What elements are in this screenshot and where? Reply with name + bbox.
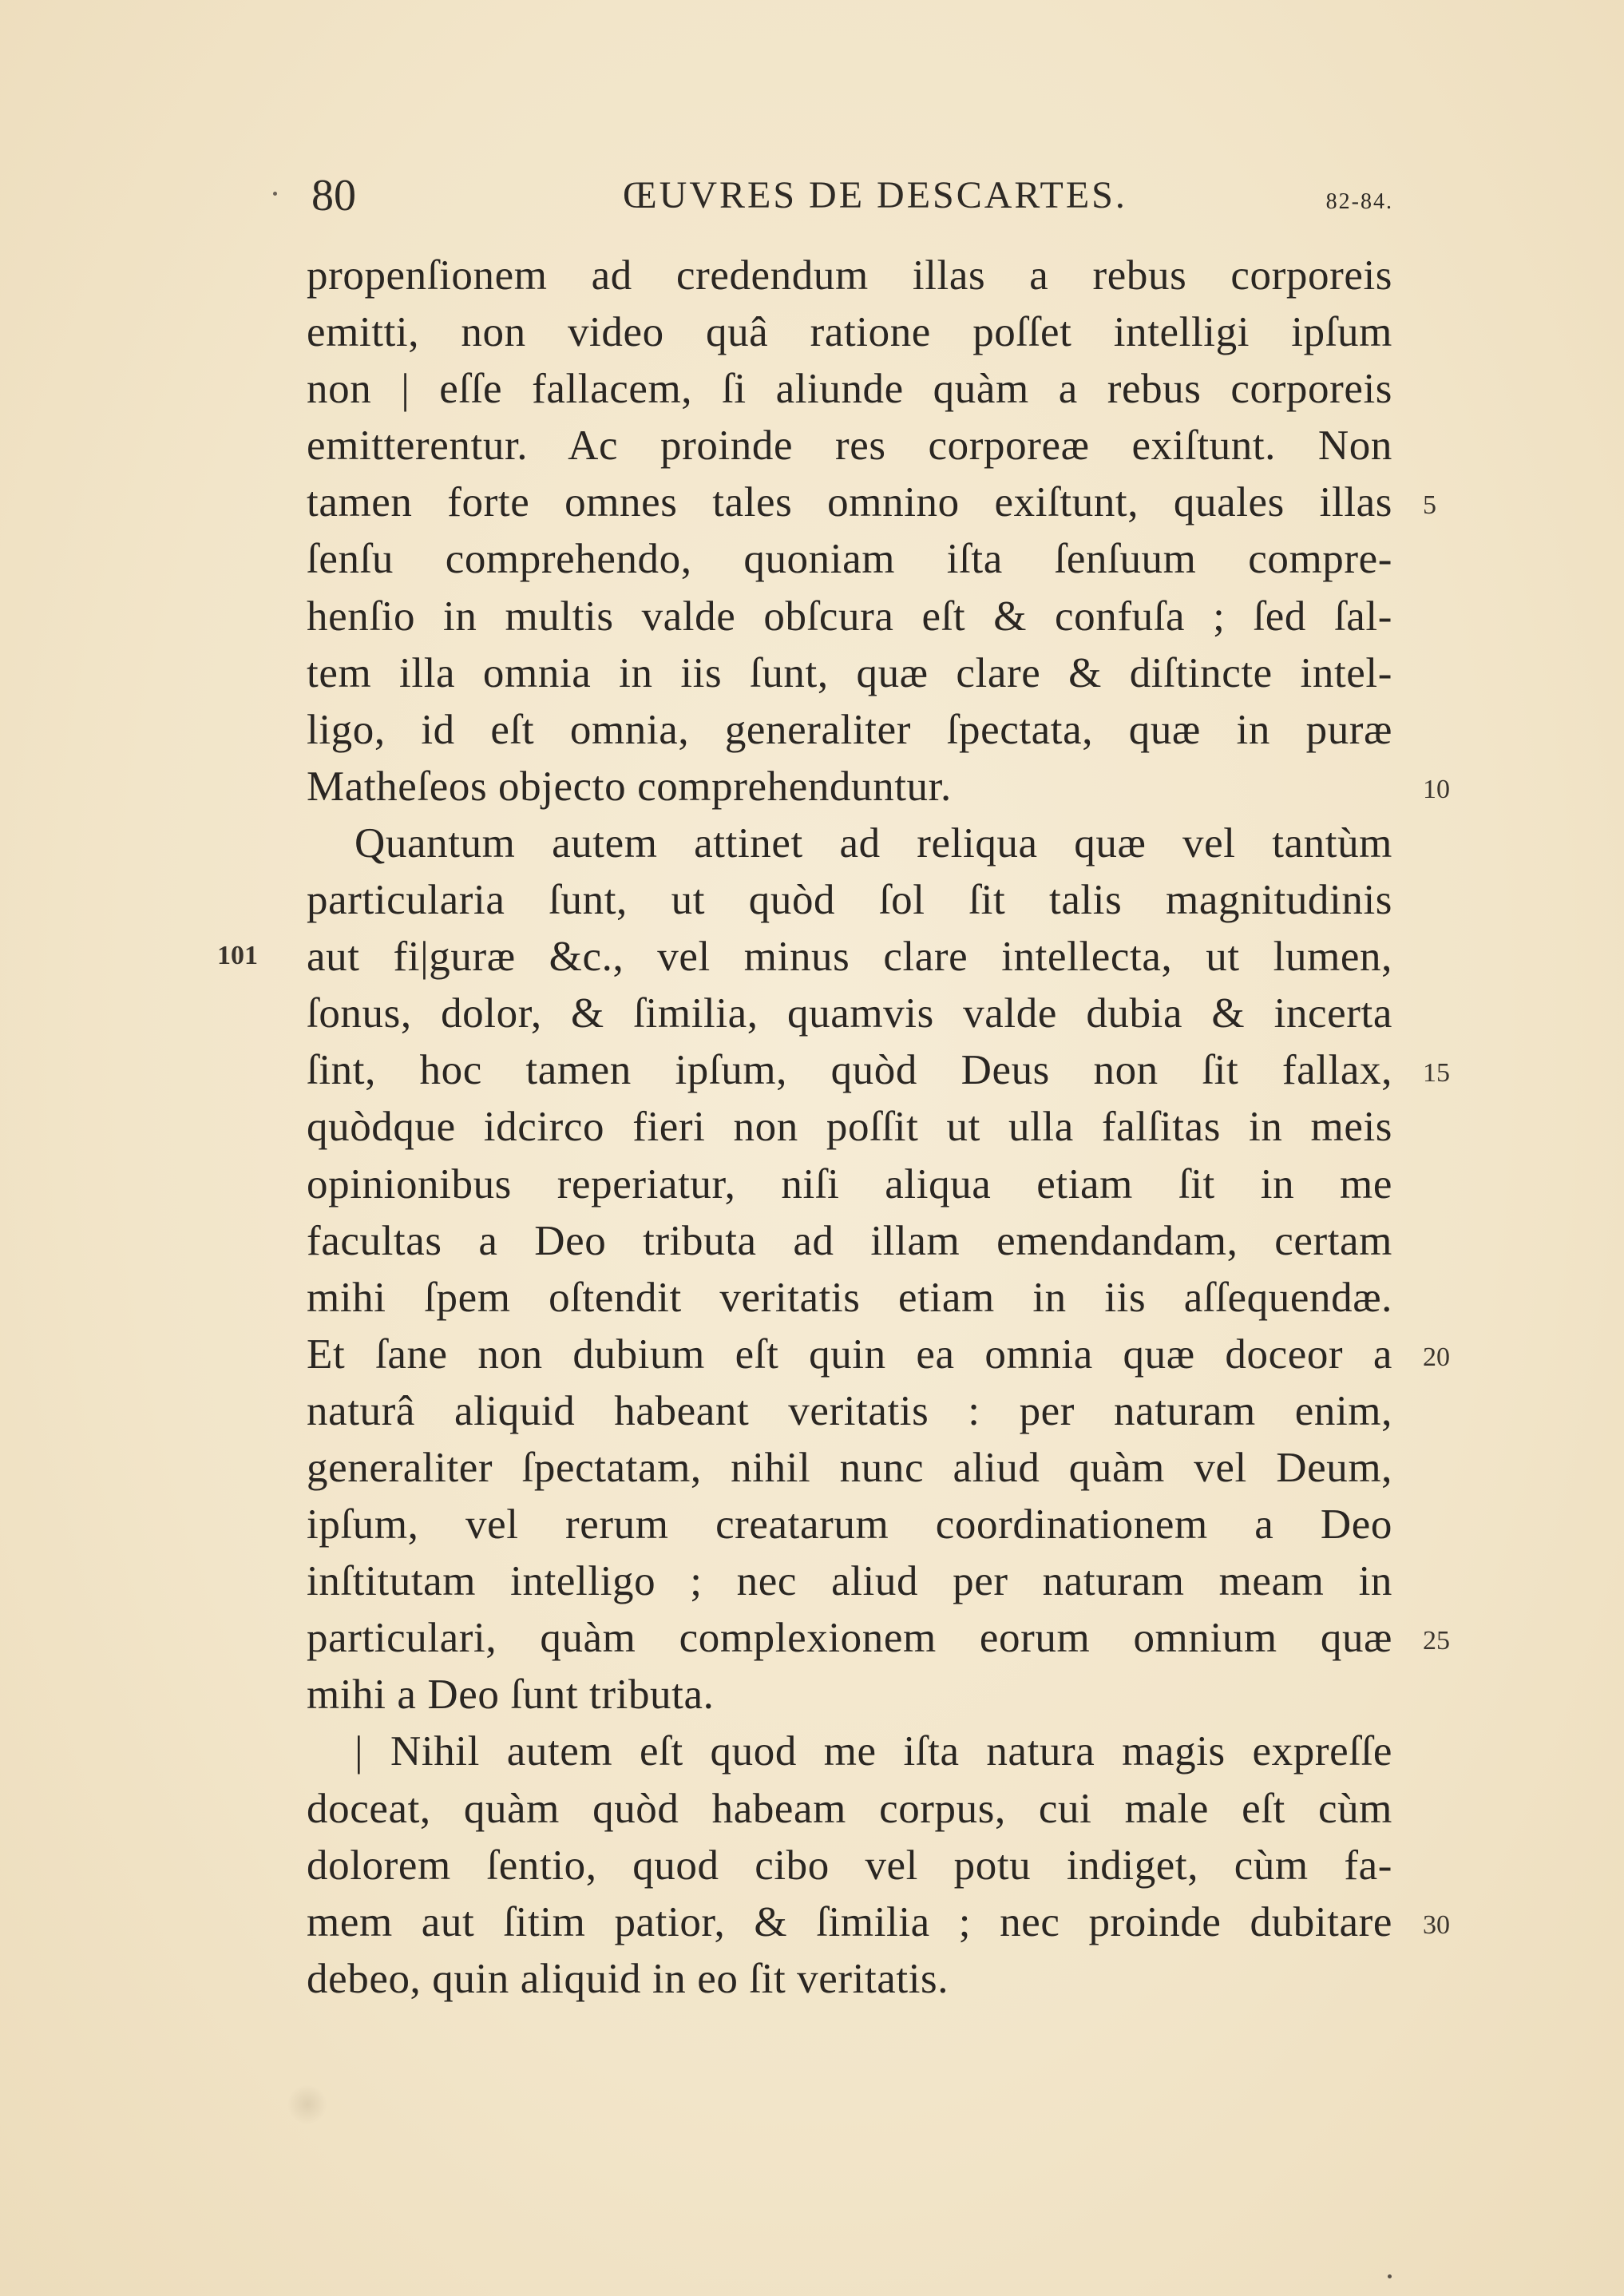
margin-page-reference: 101	[217, 941, 258, 970]
text-line: particulari, quàm complexionem eorum omnium quæ	[307, 1615, 1392, 1662]
line-number-15: 15	[1423, 1058, 1450, 1088]
text-line: henſio in multis valde obſcura eſt & confuſa ; ſed ſal-	[307, 593, 1392, 640]
text-line: facultas a Deo tributa ad illam emendandam, certam	[307, 1217, 1392, 1264]
text-line: emitterentur. Ac proinde res corporeæ exiſtunt. Non	[307, 422, 1392, 470]
line-number-30: 30	[1423, 1910, 1450, 1940]
text-line: | Nihil autem eſt quod me iſta natura magis expreſſe	[355, 1728, 1392, 1775]
running-title: ŒUVRES DE DESCARTES.	[623, 174, 1127, 216]
text-line: ſenſu comprehendo, quoniam iſta ſenſuum compre-	[307, 536, 1392, 583]
line-number-25: 25	[1423, 1626, 1450, 1656]
body-text	[307, 248, 1392, 2008]
page-range: 82-84.	[1325, 189, 1393, 214]
text-line: Et ſane non dubium eſt quin ea omnia quæ doceor a	[307, 1330, 1392, 1378]
text-line: doceat, quàm quòd habeam corpus, cui male eſt cùm	[307, 1785, 1392, 1832]
paper-smudge	[287, 2084, 327, 2124]
text-line: quòdque idcirco fieri non poſſit ut ulla falſitas in meis	[307, 1104, 1392, 1151]
text-line: ligo, id eſt omnia, generaliter ſpectata, quæ in puræ	[307, 706, 1392, 753]
line-number-20: 20	[1423, 1342, 1450, 1372]
text-line: mem aut ſitim patior, & ſimilia ; nec proinde dubitare	[307, 1898, 1392, 1945]
text-line: emitti, non video quâ ratione poſſet intelligi ipſum	[307, 309, 1392, 356]
text-line: ſint, hoc tamen ipſum, quòd Deus non ſit fallax,	[307, 1047, 1392, 1094]
paper-speck	[1388, 2274, 1392, 2278]
text-line: inſtitutam intelligo ; nec aliud per naturam meam in	[307, 1558, 1392, 1605]
text-line: debeo, quin aliquid in eo ſit veritatis.	[307, 1955, 949, 2002]
text-line: particularia ſunt, ut quòd ſol ſit talis magnitudinis	[307, 877, 1392, 924]
text-line: non | eſſe fallacem, ſi aliunde quàm a rebus corporeis	[307, 366, 1392, 413]
text-line: generaliter ſpectatam, nihil nunc aliud quàm vel Deum,	[307, 1444, 1392, 1491]
text-line: Quantum autem attinet ad reliqua quæ vel tantùm	[355, 819, 1392, 866]
text-line: ſonus, dolor, & ſimilia, quamvis valde dubia & incerta	[307, 990, 1392, 1037]
text-line: tamen forte omnes tales omnino exiſtunt, quales illas	[307, 479, 1392, 526]
text-line: opinionibus reperiatur, niſi aliqua etiam ſit in me	[307, 1160, 1392, 1207]
text-line: propenſionem ad credendum illas a rebus corporeis	[307, 252, 1392, 299]
page-number: 80	[311, 171, 356, 220]
margin-tick-mark	[273, 192, 277, 196]
text-line: naturâ aliquid habeant veritatis : per naturam enim,	[307, 1387, 1392, 1434]
text-line: tem illa omnia in iis ſunt, quæ clare & diſtincte intel-	[307, 649, 1392, 696]
line-number-5: 5	[1423, 490, 1436, 520]
text-line: Matheſeos objecto comprehenduntur.	[307, 763, 952, 810]
text-line: dolorem ſentio, quod cibo vel potu indiget, cùm fa-	[307, 1842, 1392, 1889]
text-line: mihi ſpem oſtendit veritatis etiam in iis aſſequendæ.	[307, 1274, 1392, 1321]
text-line: mihi a Deo ſunt tributa.	[307, 1671, 715, 1719]
line-number-10: 10	[1423, 775, 1450, 804]
running-head	[311, 164, 1393, 228]
text-line: ipſum, vel rerum creatarum coordinationem a Deo	[307, 1501, 1392, 1549]
text-line: aut fi|guræ &c., vel minus clare intellecta, ut lumen,	[307, 934, 1392, 981]
